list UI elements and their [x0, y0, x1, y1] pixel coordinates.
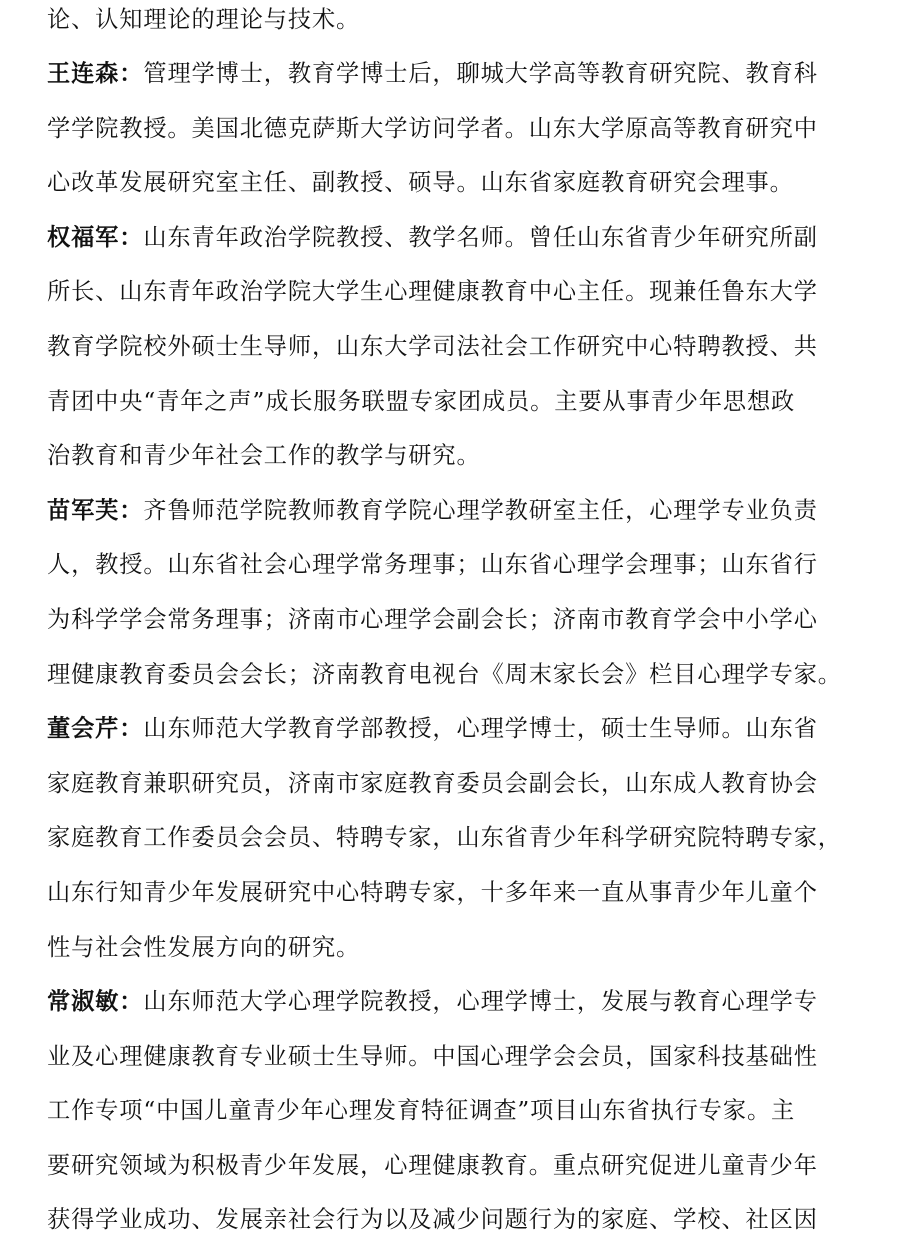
bio-name-wang-liansen: 王连森： — [47, 60, 144, 87]
bio-name-dong-huiqin: 董会芹： — [47, 715, 144, 743]
bio-line: 性与社会性发展方向的研究。 — [47, 933, 361, 961]
bio-line: 山东行知青少年发展研究中心特聘专家，十多年来一直从事青少年儿童个 — [47, 878, 818, 906]
bio-text: 山东师范大学教育学部教授，心理学博士，硕士生导师。山东省 — [143, 715, 818, 743]
document-page — [47, 0, 867, 1248]
bio-line: 治教育和青少年社会工作的教学与研究。 — [47, 442, 481, 470]
bio-text: 山东青年政治学院教授、教学名师。曾任山东省青少年研究所副 — [143, 223, 818, 251]
bio-line: 工作专项“中国儿童青少年心理发育特征调查”项目山东省执行专家。主 — [47, 1097, 796, 1125]
bio-text: 齐鲁师范学院教师教育学院心理学教研室主任，心理学专业负责 — [143, 496, 818, 524]
bio-line: 心改革发展研究室主任、副教授、硕导。山东省家庭教育研究会理事。 — [47, 169, 794, 197]
bio-first-line — [47, 702, 867, 757]
bio-first-line — [47, 975, 867, 1030]
bio-line: 教育学院校外硕士生导师，山东大学司法社会工作研究中心特聘教授、共 — [47, 332, 818, 360]
bio-line: 家庭教育工作委员会会员、特聘专家，山东省青少年科学研究院特聘专家， — [47, 824, 842, 852]
intro-tail-line: 论、认知理论的理论与技术。 — [47, 6, 361, 33]
bio-line: 学学院教授。美国北德克萨斯大学访问学者。山东大学原高等教育研究中 — [47, 114, 818, 142]
bio-line: 人，教授。山东省社会心理学常务理事；山东省心理学会理事；山东省行 — [47, 551, 818, 579]
bio-text: 山东师范大学心理学院教授，心理学博士，发展与教育心理学专 — [143, 988, 818, 1016]
bio-name-miao-junfu: 苗军芙： — [47, 496, 144, 524]
bio-line: 要研究领域为积极青少年发展，心理健康教育。重点研究促进儿童青少年 — [47, 1151, 818, 1179]
bio-line: 理健康教育委员会会长；济南教育电视台《周末家长会》栏目心理学专家。 — [47, 660, 842, 688]
bio-line: 获得学业成功、发展亲社会行为以及减少问题行为的家庭、学校、社区因 — [47, 1206, 818, 1234]
bio-first-line — [47, 47, 867, 102]
bio-line: 为科学学会常务理事；济南市心理学会副会长；济南市教育学会中小学心 — [47, 605, 818, 633]
bio-first-line — [47, 484, 867, 539]
bio-first-line — [47, 211, 867, 266]
bio-name-chang-shumin: 常淑敏： — [47, 988, 144, 1016]
bio-name-quan-fujun: 权福军： — [47, 223, 144, 251]
bio-line: 所长、山东青年政治学院大学生心理健康教育中心主任。现兼任鲁东大学 — [47, 278, 818, 306]
bio-line: 业及心理健康教育专业硕士生导师。中国心理学会会员，国家科技基础性 — [47, 1042, 818, 1070]
bio-line: 青团中央“青年之声”成长服务联盟专家团成员。主要从事青少年思想政 — [47, 387, 796, 415]
bio-line: 家庭教育兼职研究员，济南市家庭教育委员会副会长，山东成人教育协会 — [47, 769, 818, 797]
bio-text: 管理学博士，教育学博士后，聊城大学高等教育研究院、教育科 — [143, 60, 818, 87]
